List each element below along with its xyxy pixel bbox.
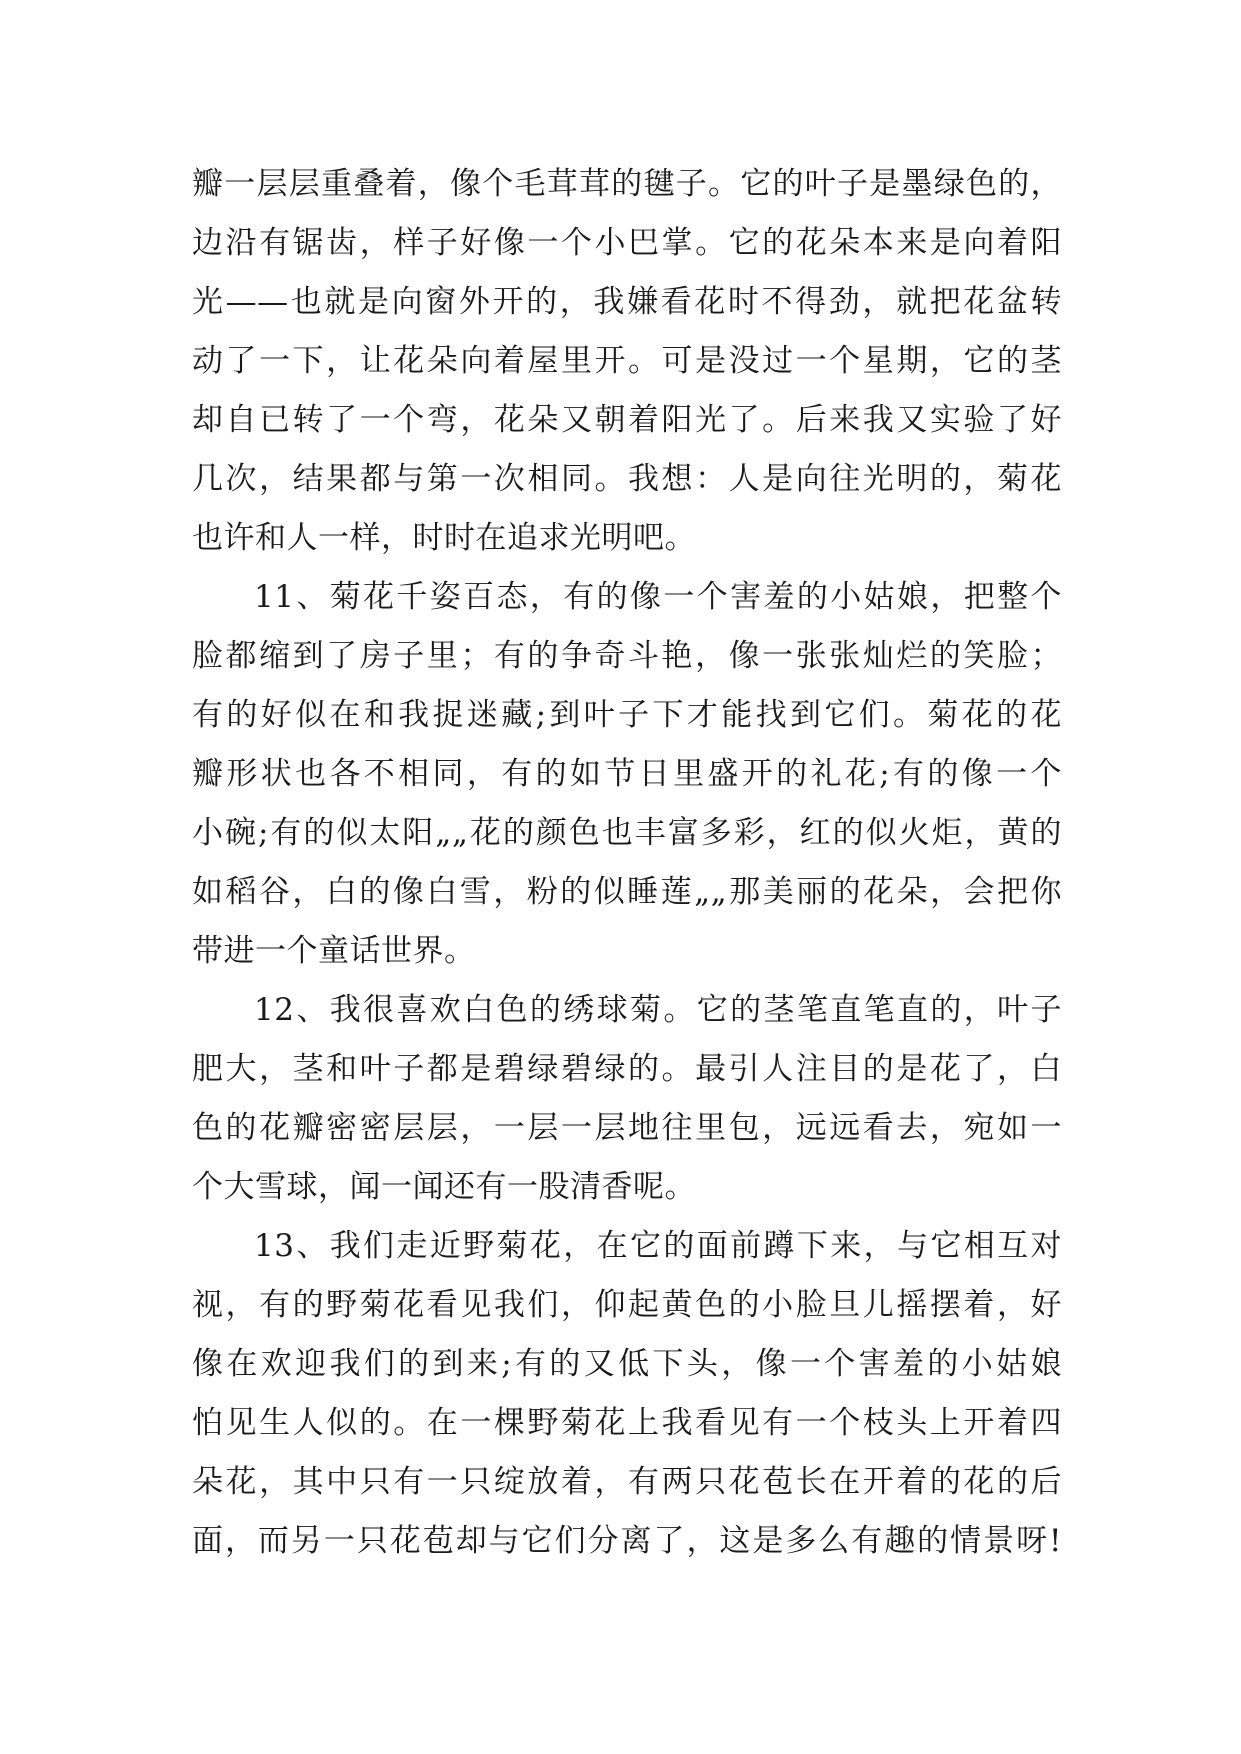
text-line: 光——也就是向窗外开的，我嫌看花时不得劲，就把花盆转 — [192, 284, 1062, 320]
text-line: 像在欢迎我们的到来;有的又低下头，像一个害羞的小姑娘 — [192, 1346, 1062, 1382]
text-line: 带进一个童话世界。 — [192, 933, 476, 969]
text-line: 却自已转了一个弯，花朵又朝着阳光了。后来我又实验了好 — [192, 402, 1062, 438]
text-line: 如稻谷，白的像白雪，粉的似睡莲„„那美丽的花朵，会把你 — [192, 874, 1062, 910]
text-line: 怕见生人似的。在一棵野菊花上我看见有一个枝头上开着四 — [192, 1405, 1062, 1441]
text-line: 11、菊花千姿百态，有的像一个害羞的小姑娘，把整个 — [254, 579, 1062, 615]
text-line: 边沿有锯齿，样子好像一个小巴掌。它的花朵本来是向着阳 — [192, 225, 1062, 261]
text-line: 面，而另一只花苞却与它们分离了，这是多么有趣的情景呀! — [192, 1523, 1062, 1559]
text-line: 瓣形状也各不相同，有的如节日里盛开的礼花;有的像一个 — [192, 756, 1062, 792]
text-line: 视，有的野菊花看见我们，仰起黄色的小脸旦儿摇摆着，好 — [192, 1287, 1062, 1323]
text-line: 色的花瓣密密层层，一层一层地往里包，远远看去，宛如一 — [192, 1110, 1062, 1146]
paragraph-11 — [192, 568, 1062, 981]
text-line: 几次，结果都与第一次相同。我想：人是向往光明的，菊花 — [192, 461, 1062, 497]
text-line: 12、我很喜欢白色的绣球菊。它的茎笔直笔直的，叶子 — [254, 992, 1062, 1028]
text-line: 小碗;有的似太阳„„花的颜色也丰富多彩，红的似火炬，黄的 — [192, 815, 1062, 851]
paragraph-10-continued — [192, 155, 1062, 568]
text-line: 肥大，茎和叶子都是碧绿碧绿的。最引人注目的是花了，白 — [192, 1051, 1062, 1087]
text-line: 个大雪球，闻一闻还有一股清香呢。 — [192, 1169, 696, 1205]
text-line: 朵花，其中只有一只绽放着，有两只花苞长在开着的花的后 — [192, 1464, 1062, 1500]
text-line: 13、我们走近野菊花，在它的面前蹲下来，与它相互对 — [254, 1228, 1062, 1264]
paragraph-13 — [192, 1217, 1062, 1571]
text-line: 瓣一层层重叠着，像个毛茸茸的毽子。它的叶子是墨绿色的， — [192, 166, 1062, 202]
text-line: 脸都缩到了房子里；有的争奇斗艳，像一张张灿烂的笑脸； — [192, 638, 1062, 674]
text-line: 有的好似在和我捉迷藏;到叶子下才能找到它们。菊花的花 — [192, 697, 1062, 733]
body-text — [192, 155, 1062, 1571]
text-line: 动了一下，让花朵向着屋里开。可是没过一个星期，它的茎 — [192, 343, 1062, 379]
text-line: 也许和人一样，时时在追求光明吧。 — [192, 520, 696, 556]
paragraph-12 — [192, 981, 1062, 1217]
